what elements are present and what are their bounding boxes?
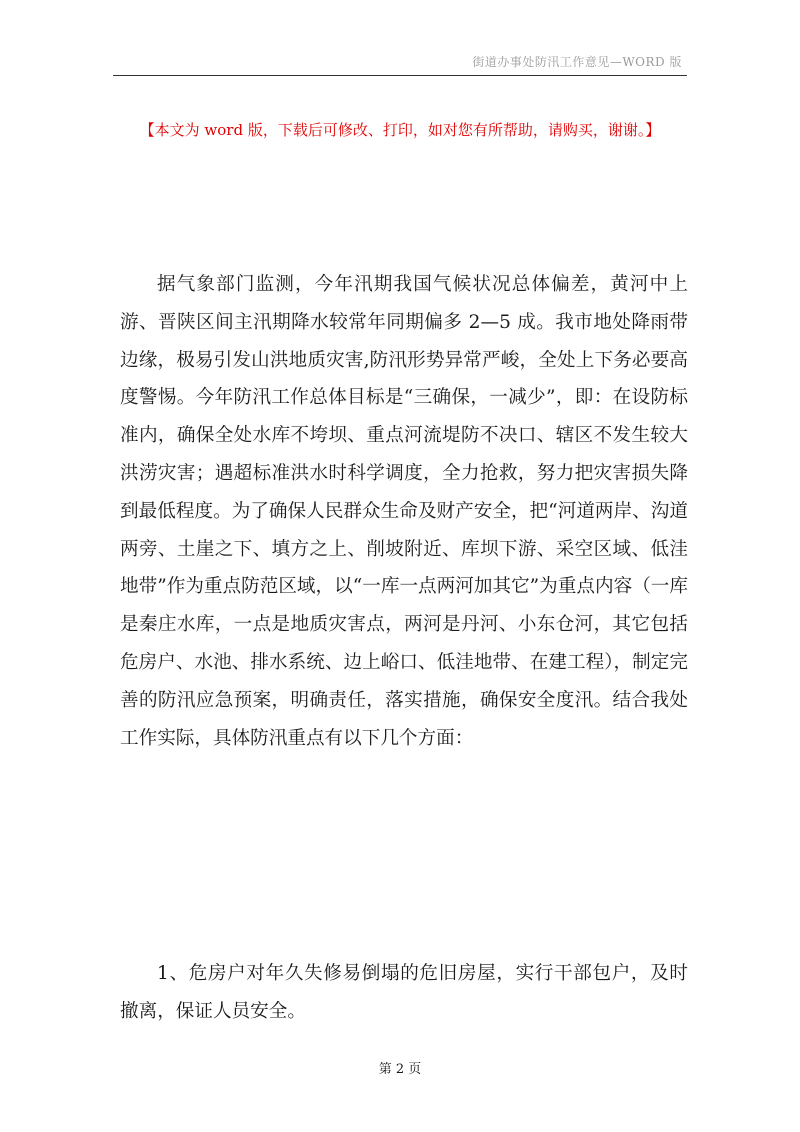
purchase-notice: 【本文为 word 版，下载后可修改、打印，如对您有所帮助，请购买，谢谢。】 (139, 121, 661, 139)
document-header-title: 街道办事处防汛工作意见—WORD 版 (472, 55, 682, 69)
paragraph-intro: 据气象部门监测，今年汛期我国气候状况总体偏差，黄河中上游、晋陕区间主汛期降水较常年同期偏多 2—5 成。我市地处降雨带边缘，极易引发山洪地质灾害,防汛形势异常严峻，全处上下务必要高度警惕。今年防汛工作总体目标是“三确保，一减少”，即：在设防标准内，确保全处水库不垮坝、重点河流堤防不决口、辖区不发生较大洪涝灾害；遇超标准洪水时科学调度，全力抢救，努力把灾害损失降到最低程度。为了确保人民群众生命及财产安全，把“河道两岸、沟道两旁、土崖之下、填方之上、削坡附近、库坝下游、采空区域、低洼地带”作为重点防范区域，以“一库一点两河加其它”为重点内容（一库是秦庄水库，一点是地质灾害点，两河是丹河、小东仓河，其它包括危房户、水池、排水系统、边上峪口、低洼地带、在建工程），制定完善的防汛应急预案，明确责任，落实措施，确保安全度汛。结合我处工作实际，具体防汛重点有以下几个方面： (120, 274, 688, 749)
page-number: 第 2 页 (378, 1062, 422, 1077)
paragraph-item-1: 1、危房户对年久失修易倒塌的危旧房屋，实行干部包户，及时撤离，保证人员安全。 (120, 963, 688, 1022)
header-divider (113, 75, 687, 76)
